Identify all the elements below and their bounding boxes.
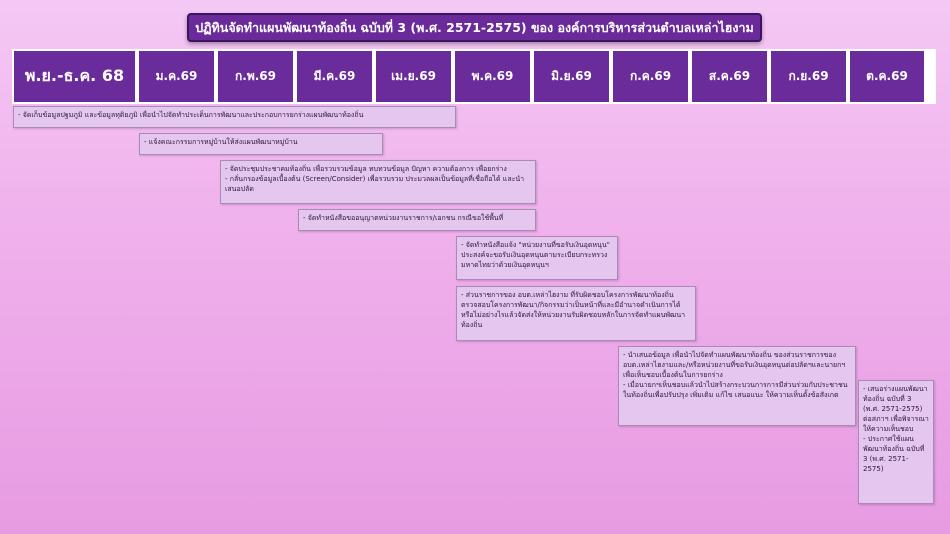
month-sep-69: ก.ย.69: [771, 51, 846, 102]
task-collect-data: [13, 106, 456, 128]
month-jul-69: ก.ค.69: [613, 51, 688, 102]
page-title: ปฏิทินจัดทำแผนพัฒนาท้องถิ่น ฉบับที่ 3 (พ.ศ. 2571-2575) ของ องค์การบริหารส่วนตำบลเหล่าไฮงาม: [187, 13, 762, 42]
task-review-projects: [456, 286, 696, 341]
month-nov-dec-68: พ.ย.-ธ.ค. 68: [14, 51, 135, 102]
month-jan-69: ม.ค.69: [139, 51, 214, 102]
month-jun-69: มิ.ย.69: [534, 51, 609, 102]
task-community-meeting: [220, 160, 536, 204]
month-aug-69: ส.ค.69: [692, 51, 767, 102]
month-oct-69: ต.ค.69: [850, 51, 924, 102]
task-request-permission: [298, 209, 536, 231]
month-header-row: [12, 49, 936, 104]
task-line: - ประกาศใช้แผนพัฒนาท้องถิ่น ฉบับที่ 3 (พ.ศ. 2571-2575): [863, 435, 925, 473]
task-line: - จัดทำหนังสือแจ้ง "หน่วยงานที่ขอรับเงินอุดหนุน" ประสงค์จะขอรับเงินอุดหนุนตามระเบียบกระทรวงมหาดไทยว่าด้วยเงินอุดหนุนฯ: [461, 241, 610, 269]
task-line: - จัดประชุมประชาคมท้องถิ่น เพื่อรวบรวมข้อมูล ทบทวนข้อมูล ปัญหา ความต้องการ เพื่อยกร่าง: [225, 165, 507, 173]
month-may-69: พ.ค.69: [455, 51, 530, 102]
task-line: - นำเสนอข้อมูล เพื่อนำไปจัดทำแผนพัฒนาท้องถิ่น ของส่วนราชการของ อบต.เหล่าไฮงามและ/หรือหน่วยงานที่ขอรับเงินอุดหนุนต่อปลัดฯและนายกฯเพื่อเห็นชอบเบื้องต้นในการยกร่าง: [623, 351, 846, 379]
task-line: - แจ้งคณะกรรมการหมู่บ้านให้ส่งแผนพัฒนาหมู่บ้าน: [144, 138, 298, 146]
task-line: - เสนอร่างแผนพัฒนาท้องถิ่น ฉบับที่ 3 (พ.ศ. 2571-2575) ต่อสภาฯ เพื่อพิจารณาให้ความเห็นชอบ: [863, 385, 929, 433]
task-line: - กลั่นกรองข้อมูลเบื้องต้น (Screen/Consider) เพื่อรวบรวม ประมวลผลเป็นข้อมูลที่เชื่อถือได้ และนำเสนอปลัด: [225, 175, 525, 193]
task-line: - จัดทำหนังสือขออนุญาตหน่วยงานราชการ/เอกชน กรณีขอใช้พื้นที่: [303, 214, 504, 222]
task-submit-council-announce: [858, 380, 934, 504]
task-present-draft-plan: [618, 346, 856, 426]
month-apr-69: เม.ย.69: [376, 51, 451, 102]
month-feb-69: ก.พ.69: [218, 51, 293, 102]
task-notify-village-committee: [139, 133, 383, 155]
task-line: - เมื่อนายกฯเห็นชอบแล้วนำไปสร้างกระบวนการการมีส่วนร่วมกับประชาชนในท้องถิ่นเพื่อปรับปรุง เพิ่มเติม แก้ไข เสนอแนะ ให้ความเห็นตั้งข้อสังเกต: [623, 381, 848, 399]
task-line: - ส่วนราชการของ อบต.เหล่าไฮงาม ที่รับผิดชอบโครงการพัฒนาท้องถิ่น ตรวจสอบโครงการพัฒนา/กิจกรรมว่าเป็นหน้าที่และมีอำนาจดำเนินการได้หรือไม่อย่างไรแล้วจัดส่งให้หน่วยงานรับผิดชอบหลักในการจัดทำแผนพัฒนาท้องถิ่น: [461, 291, 686, 329]
task-notify-subsidy-units: [456, 236, 618, 280]
month-mar-69: มี.ค.69: [297, 51, 372, 102]
task-line: - จัดเก็บข้อมูลปฐมภูมิ และข้อมูลทุติยภูมิ เพื่อนำไปจัดทำประเด็นการพัฒนาและประกอบการยกร่างแผนพัฒนาท้องถิ่น: [18, 111, 364, 119]
